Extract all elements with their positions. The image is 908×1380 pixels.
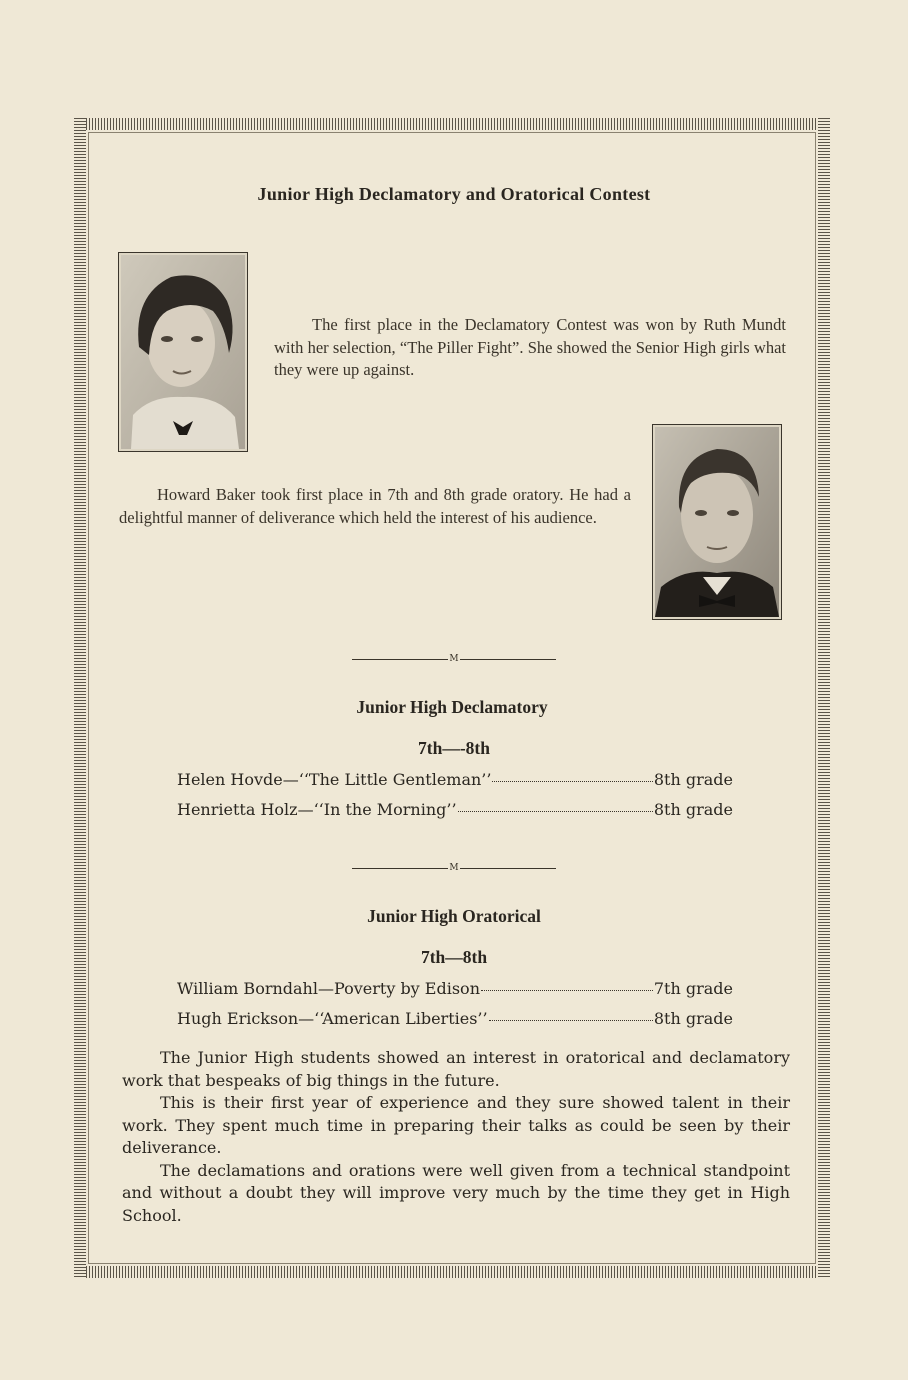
- oratorical-entry: [177, 979, 733, 998]
- dot-leader: [481, 990, 653, 991]
- closing-text: [122, 1047, 790, 1227]
- closing-paragraph-3: The declamations and orations were well given from a technical standpoint and without a doubt they will improve very much by the time they get in High School.: [122, 1160, 790, 1225]
- entry-name: Henrietta Holz—‘‘In the Morning’’: [177, 800, 457, 819]
- photo-ruth-mundt: [118, 252, 248, 452]
- section-divider: [0, 654, 908, 665]
- dot-leader: [489, 1020, 653, 1021]
- photo-howard-baker: [652, 424, 782, 620]
- entry-grade: 8th grade: [653, 770, 733, 789]
- section-divider: [0, 863, 908, 874]
- page-title: Junior High Declamatory and Oratorical Contest: [257, 184, 651, 204]
- entry-grade: 7th grade: [653, 979, 733, 998]
- oratorical-subheading: 7th—8th: [420, 947, 488, 967]
- declamatory-heading: Junior High Declamatory: [356, 697, 548, 717]
- closing-paragraph-2: This is their first year of experience and they sure showed talent in their work. They spent much time in preparing their talks as could be seen by their deliverance.: [122, 1093, 790, 1157]
- declamatory-entry: [177, 800, 733, 819]
- portrait-girl-image: [121, 255, 245, 449]
- divider-line-left: [352, 868, 448, 869]
- divider-mark: M: [449, 654, 459, 664]
- dot-leader: [492, 781, 652, 782]
- entry-name: Helen Hovde—‘‘The Little Gentleman’’: [177, 770, 492, 789]
- dot-leader: [458, 811, 653, 812]
- divider-line-right: [460, 868, 556, 869]
- portrait-boy-image: [655, 427, 779, 617]
- border-bottom: [74, 1266, 830, 1278]
- intro-paragraph-2: Howard Baker took first place in 7th and 8th grade oratory. He had a delightful manner of deliverance which held the interest of his audience.: [119, 485, 631, 527]
- declamatory-subheading: 7th—-8th: [418, 738, 490, 758]
- oratorical-entry: [177, 1009, 733, 1028]
- entry-name: Hugh Erickson—‘‘American Liberties’’: [177, 1009, 488, 1028]
- closing-paragraph-1: The Junior High students showed an interest in oratorical and declamatory work that bespeaks of big things in the future.: [122, 1048, 790, 1090]
- divider-line-right: [460, 659, 556, 660]
- entry-grade: 8th grade: [653, 800, 733, 819]
- entry-grade: 8th grade: [653, 1009, 733, 1028]
- divider-line-left: [352, 659, 448, 660]
- divider-mark: M: [449, 863, 459, 873]
- intro-paragraph-1: The first place in the Declamatory Contest was won by Ruth Mundt with her selection, “The Piller Fight”. She showed the Senior High girls what they were up against.: [274, 315, 786, 379]
- oratorical-heading: Junior High Oratorical: [367, 906, 541, 926]
- entry-name: William Borndahl—Poverty by Edison: [177, 979, 480, 998]
- declamatory-entry: [177, 770, 733, 789]
- border-top: [74, 118, 830, 130]
